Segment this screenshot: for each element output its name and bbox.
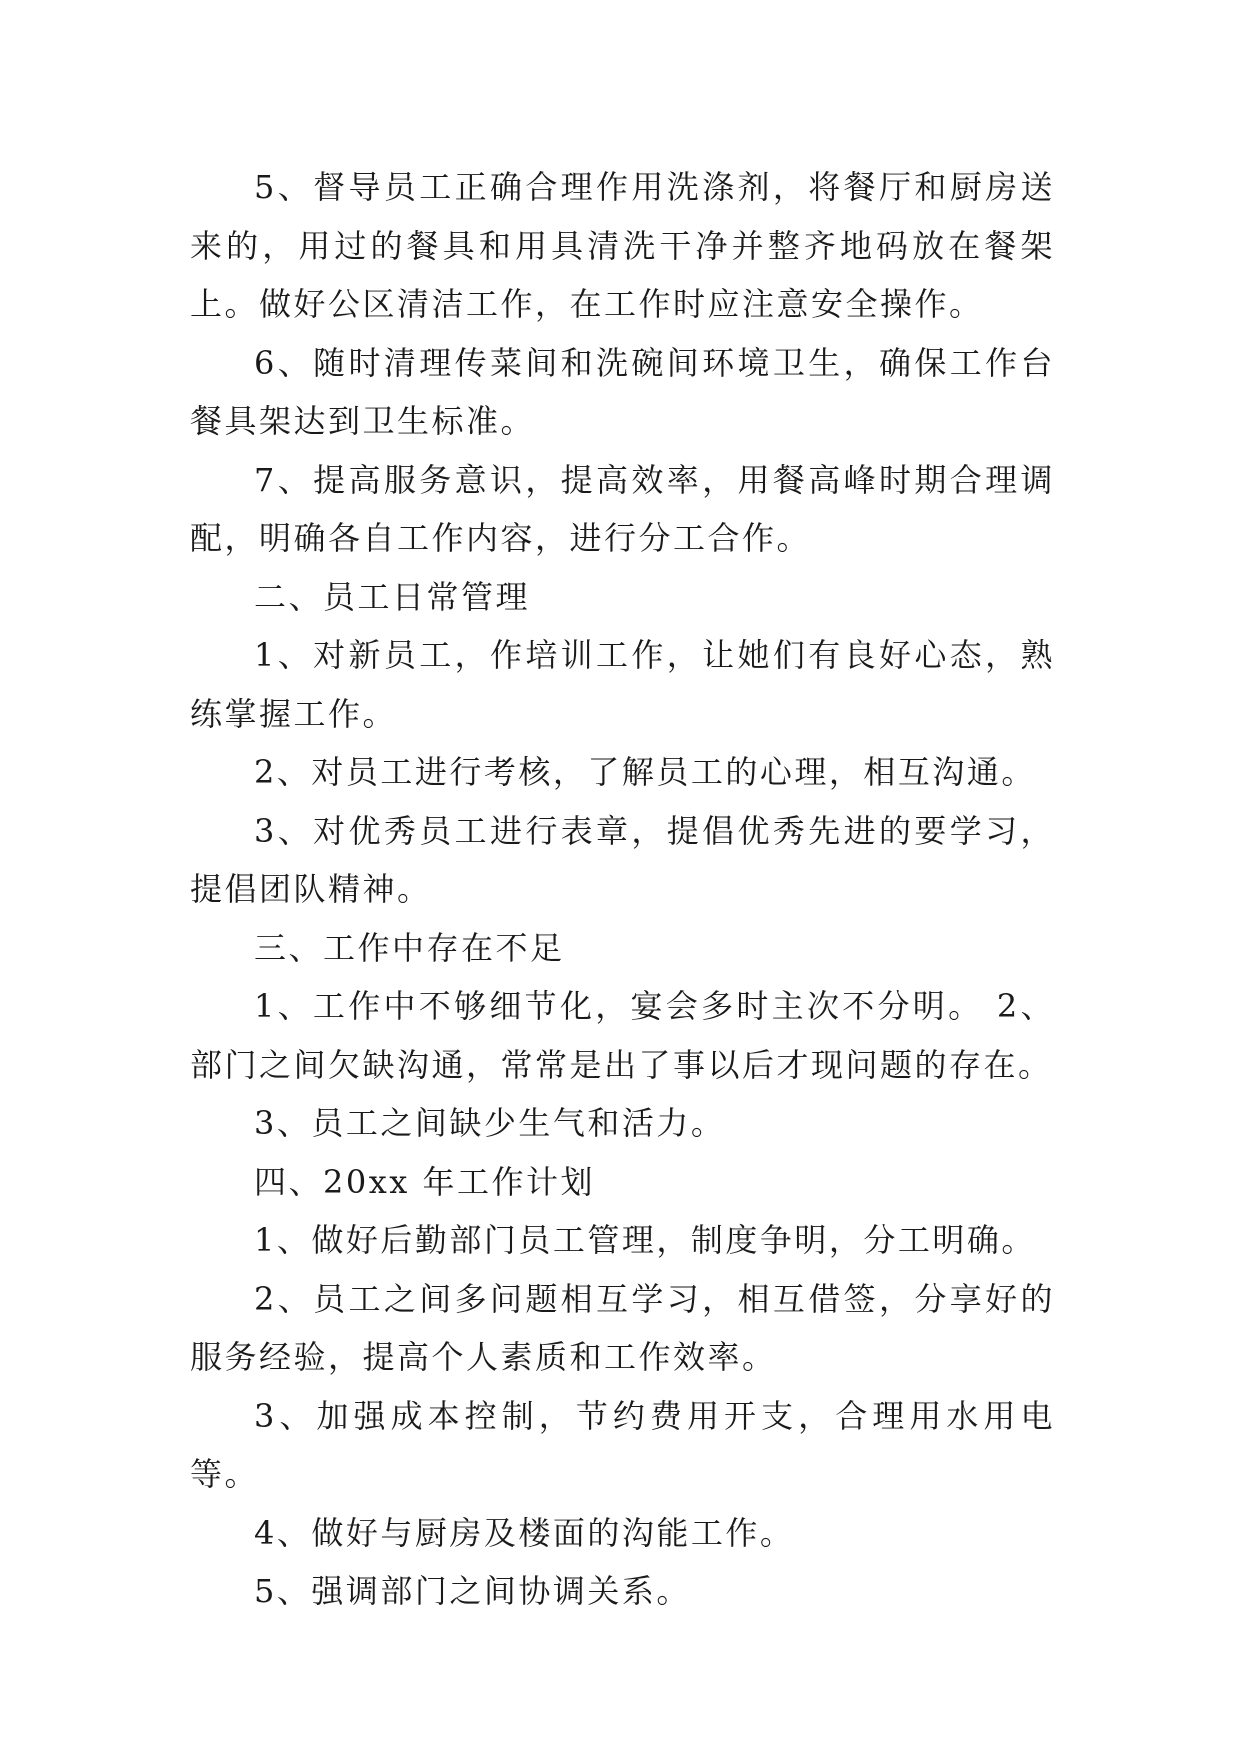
paragraph-shortcoming-vitality: 3、员工之间缺少生气和活力。 — [254, 1104, 726, 1142]
paragraph-staff-training: 1、对新员工，作培训工作，让她们有良好心态，熟练掌握工作。 — [190, 636, 1055, 733]
paragraph-item-6-hygiene: 6、随时清理传菜间和洗碗间环境卫生，确保工作台餐具架达到卫生标准。 — [190, 343, 1055, 440]
paragraph-staff-commendation: 3、对优秀员工进行表章，提倡优秀先进的要学习，提倡团队精神。 — [190, 811, 1055, 908]
section-heading-work-plan: 四、20xx 年工作计划 — [254, 1162, 595, 1201]
paragraph-plan-communication: 4、做好与厨房及楼面的沟能工作。 — [254, 1513, 795, 1552]
paragraph-item-5-detergent: 5、督导员工正确合理作用洗涤剂，将餐厅和厨房送来的，用过的餐具和用具清洗干净并整齐地码放在餐架上。做好公区清洁工作，在工作时应注意安全操作。 — [190, 168, 1055, 323]
paragraph-plan-management: 1、做好后勤部门员工管理，制度争明，分工明确。 — [254, 1221, 1036, 1259]
document-body — [190, 158, 1055, 1621]
paragraph-shortcoming-detail: 1、工作中不够细节化，宴会多时主次不分明。 2、部门之间欠缺沟通，常常是出了事以后才现问题的存在。 — [190, 987, 1055, 1084]
paragraph-plan-cost-control: 3、加强成本控制，节约费用开支，合理用水用电等。 — [190, 1396, 1055, 1493]
section-heading-staff-management: 二、员工日常管理 — [254, 577, 531, 616]
section-heading-shortcomings: 三、工作中存在不足 — [254, 928, 565, 967]
paragraph-item-7-service: 7、提高服务意识，提高效率，用餐高峰时期合理调配，明确各自工作内容，进行分工合作。 — [190, 460, 1055, 557]
paragraph-plan-coordination: 5、强调部门之间协调关系。 — [254, 1572, 691, 1610]
paragraph-staff-assessment: 2、对员工进行考核，了解员工的心理，相互沟通。 — [254, 753, 1036, 791]
paragraph-plan-learning: 2、员工之间多问题相互学习，相互借签，分享好的服务经验，提高个人素质和工作效率。 — [190, 1279, 1055, 1376]
